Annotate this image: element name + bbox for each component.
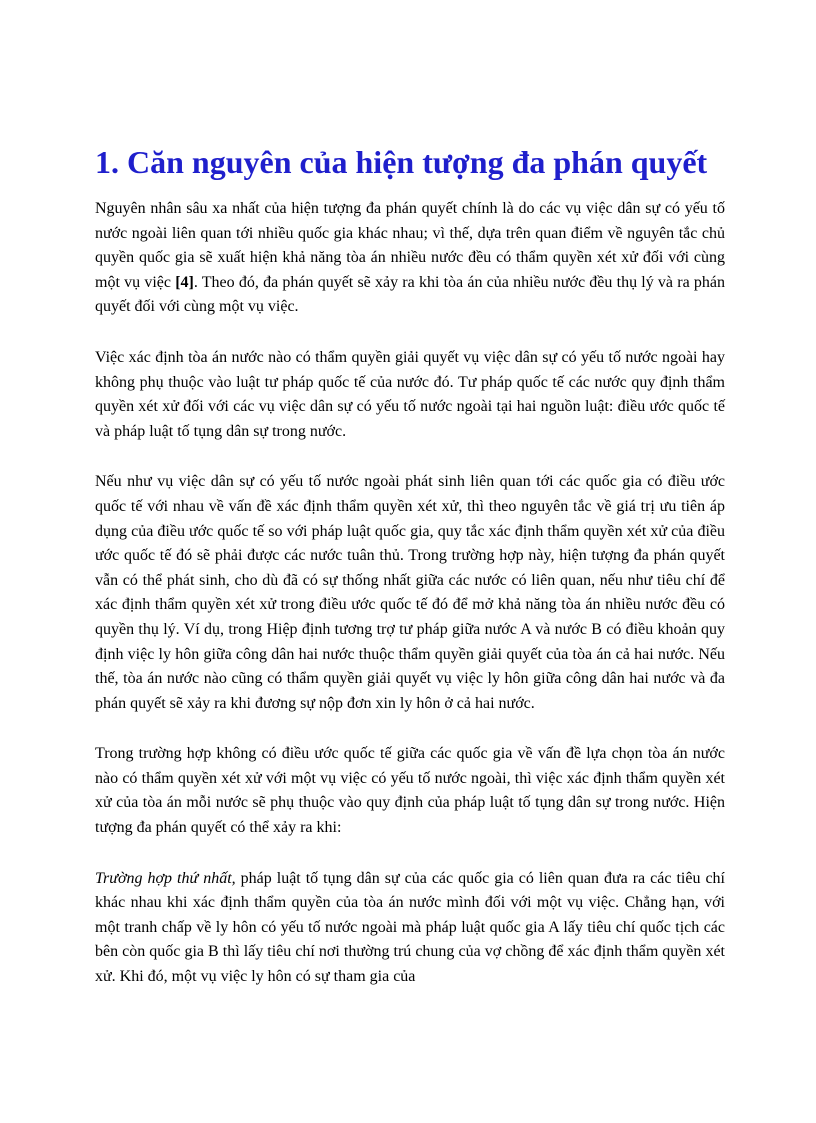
paragraph-jurisdiction-sources: Việc xác định tòa án nước nào có thẩm quyền giải quyết vụ việc dân sự có yếu tố nước ngoài hay không phụ thuộc vào luật tư pháp quốc tế của nước đó. Tư pháp quốc tế các nước quy định thẩm quyền xét xử đối với các vụ việc dân sự có yếu tố nước ngoài tại hai nguồn luật: điều ước quốc tế và pháp luật tố tụng dân sự trong nước. bbox=[95, 348, 725, 440]
paragraph-root-cause bbox=[95, 197, 725, 320]
document-page bbox=[95, 144, 725, 1016]
paragraph-root-cause-text-after: . Theo đó, đa phán quyết sẽ xảy ra khi tòa án của nhiều nước đều thụ lý và ra phán quyết đối với cùng một vụ việc. bbox=[95, 273, 725, 316]
first-case-text: pháp luật tố tụng dân sự của các quốc gia có liên quan đưa ra các tiêu chí khác nhau khi xác định thẩm quyền của tòa án nước mình đối với một vụ việc. Chẳng hạn, với một tranh chấp về ly hôn có yếu tố nước ngoài mà pháp luật quốc gia A lấy tiêu chí quốc tịch các bên còn quốc gia B thì lấy tiêu chí nơi thường trú chung của vợ chồng để xác định thẩm quyền xét xử. Khi đó, một vụ việc ly hôn có sự tham gia của bbox=[95, 869, 725, 986]
first-case-lead: Trường hợp thứ nhất, bbox=[95, 869, 236, 887]
paragraph-no-treaty: Trong trường hợp không có điều ước quốc tế giữa các quốc gia về vấn đề lựa chọn tòa án nước nào có thẩm quyền xét xử với một vụ việc có yếu tố nước ngoài, thì việc xác định thẩm quyền xét xử của tòa án mỗi nước sẽ phụ thuộc vào quy định của pháp luật tố tụng dân sự trong nước. Hiện tượng đa phán quyết có thể xảy ra khi: bbox=[95, 745, 725, 837]
citation-reference: [4] bbox=[175, 273, 194, 291]
paragraph-first-case bbox=[95, 867, 725, 990]
section-heading: 1. Căn nguyên của hiện tượng đa phán quyết bbox=[95, 144, 708, 180]
paragraph-root-cause-text-before: Nguyên nhân sâu xa nhất của hiện tượng đa phán quyết chính là do các vụ việc dân sự có yếu tố nước ngoài liên quan tới nhiều quốc gia khác nhau; vì thế, dựa trên quan điểm về nguyên tắc chủ quyền quốc gia sẽ xuất hiện khả năng tòa án nhiều nước đều có thẩm quyền xét xử đối với cùng một vụ việc bbox=[95, 200, 725, 291]
paragraph-international-treaty: Nếu như vụ việc dân sự có yếu tố nước ngoài phát sinh liên quan tới các quốc gia có điều ước quốc tế với nhau về vấn đề xác định thẩm quyền xét xử, thì theo nguyên tắc về giá trị ưu tiên áp dụng của điều ước quốc tế so với pháp luật quốc gia, quy tắc xác định thẩm quyền xét xử của điều ước quốc tế đó sẽ phải được các nước tuân thủ. Trong trường hợp này, hiện tượng đa phán quyết vẫn có thể phát sinh, cho dù đã có sự thống nhất giữa các nước có liên quan, nếu như tiêu chí để xác định thẩm quyền xét xử trong điều ước quốc tế đó để mở khả năng tòa án nhiều nước đều có quyền thụ lý. Ví dụ, trong Hiệp định tương trợ tư pháp giữa nước A và nước B có điều khoản quy định việc ly hôn giữa công dân hai nước thuộc thẩm quyền giải quyết của tòa án cả hai nước. Nếu thế, tòa án nước nào cũng có thẩm quyền giải quyết vụ việc ly hôn giữa công dân hai nước và đa phán quyết sẽ xảy ra khi đương sự nộp đơn xin ly hôn ở cả hai nước. bbox=[95, 473, 725, 712]
